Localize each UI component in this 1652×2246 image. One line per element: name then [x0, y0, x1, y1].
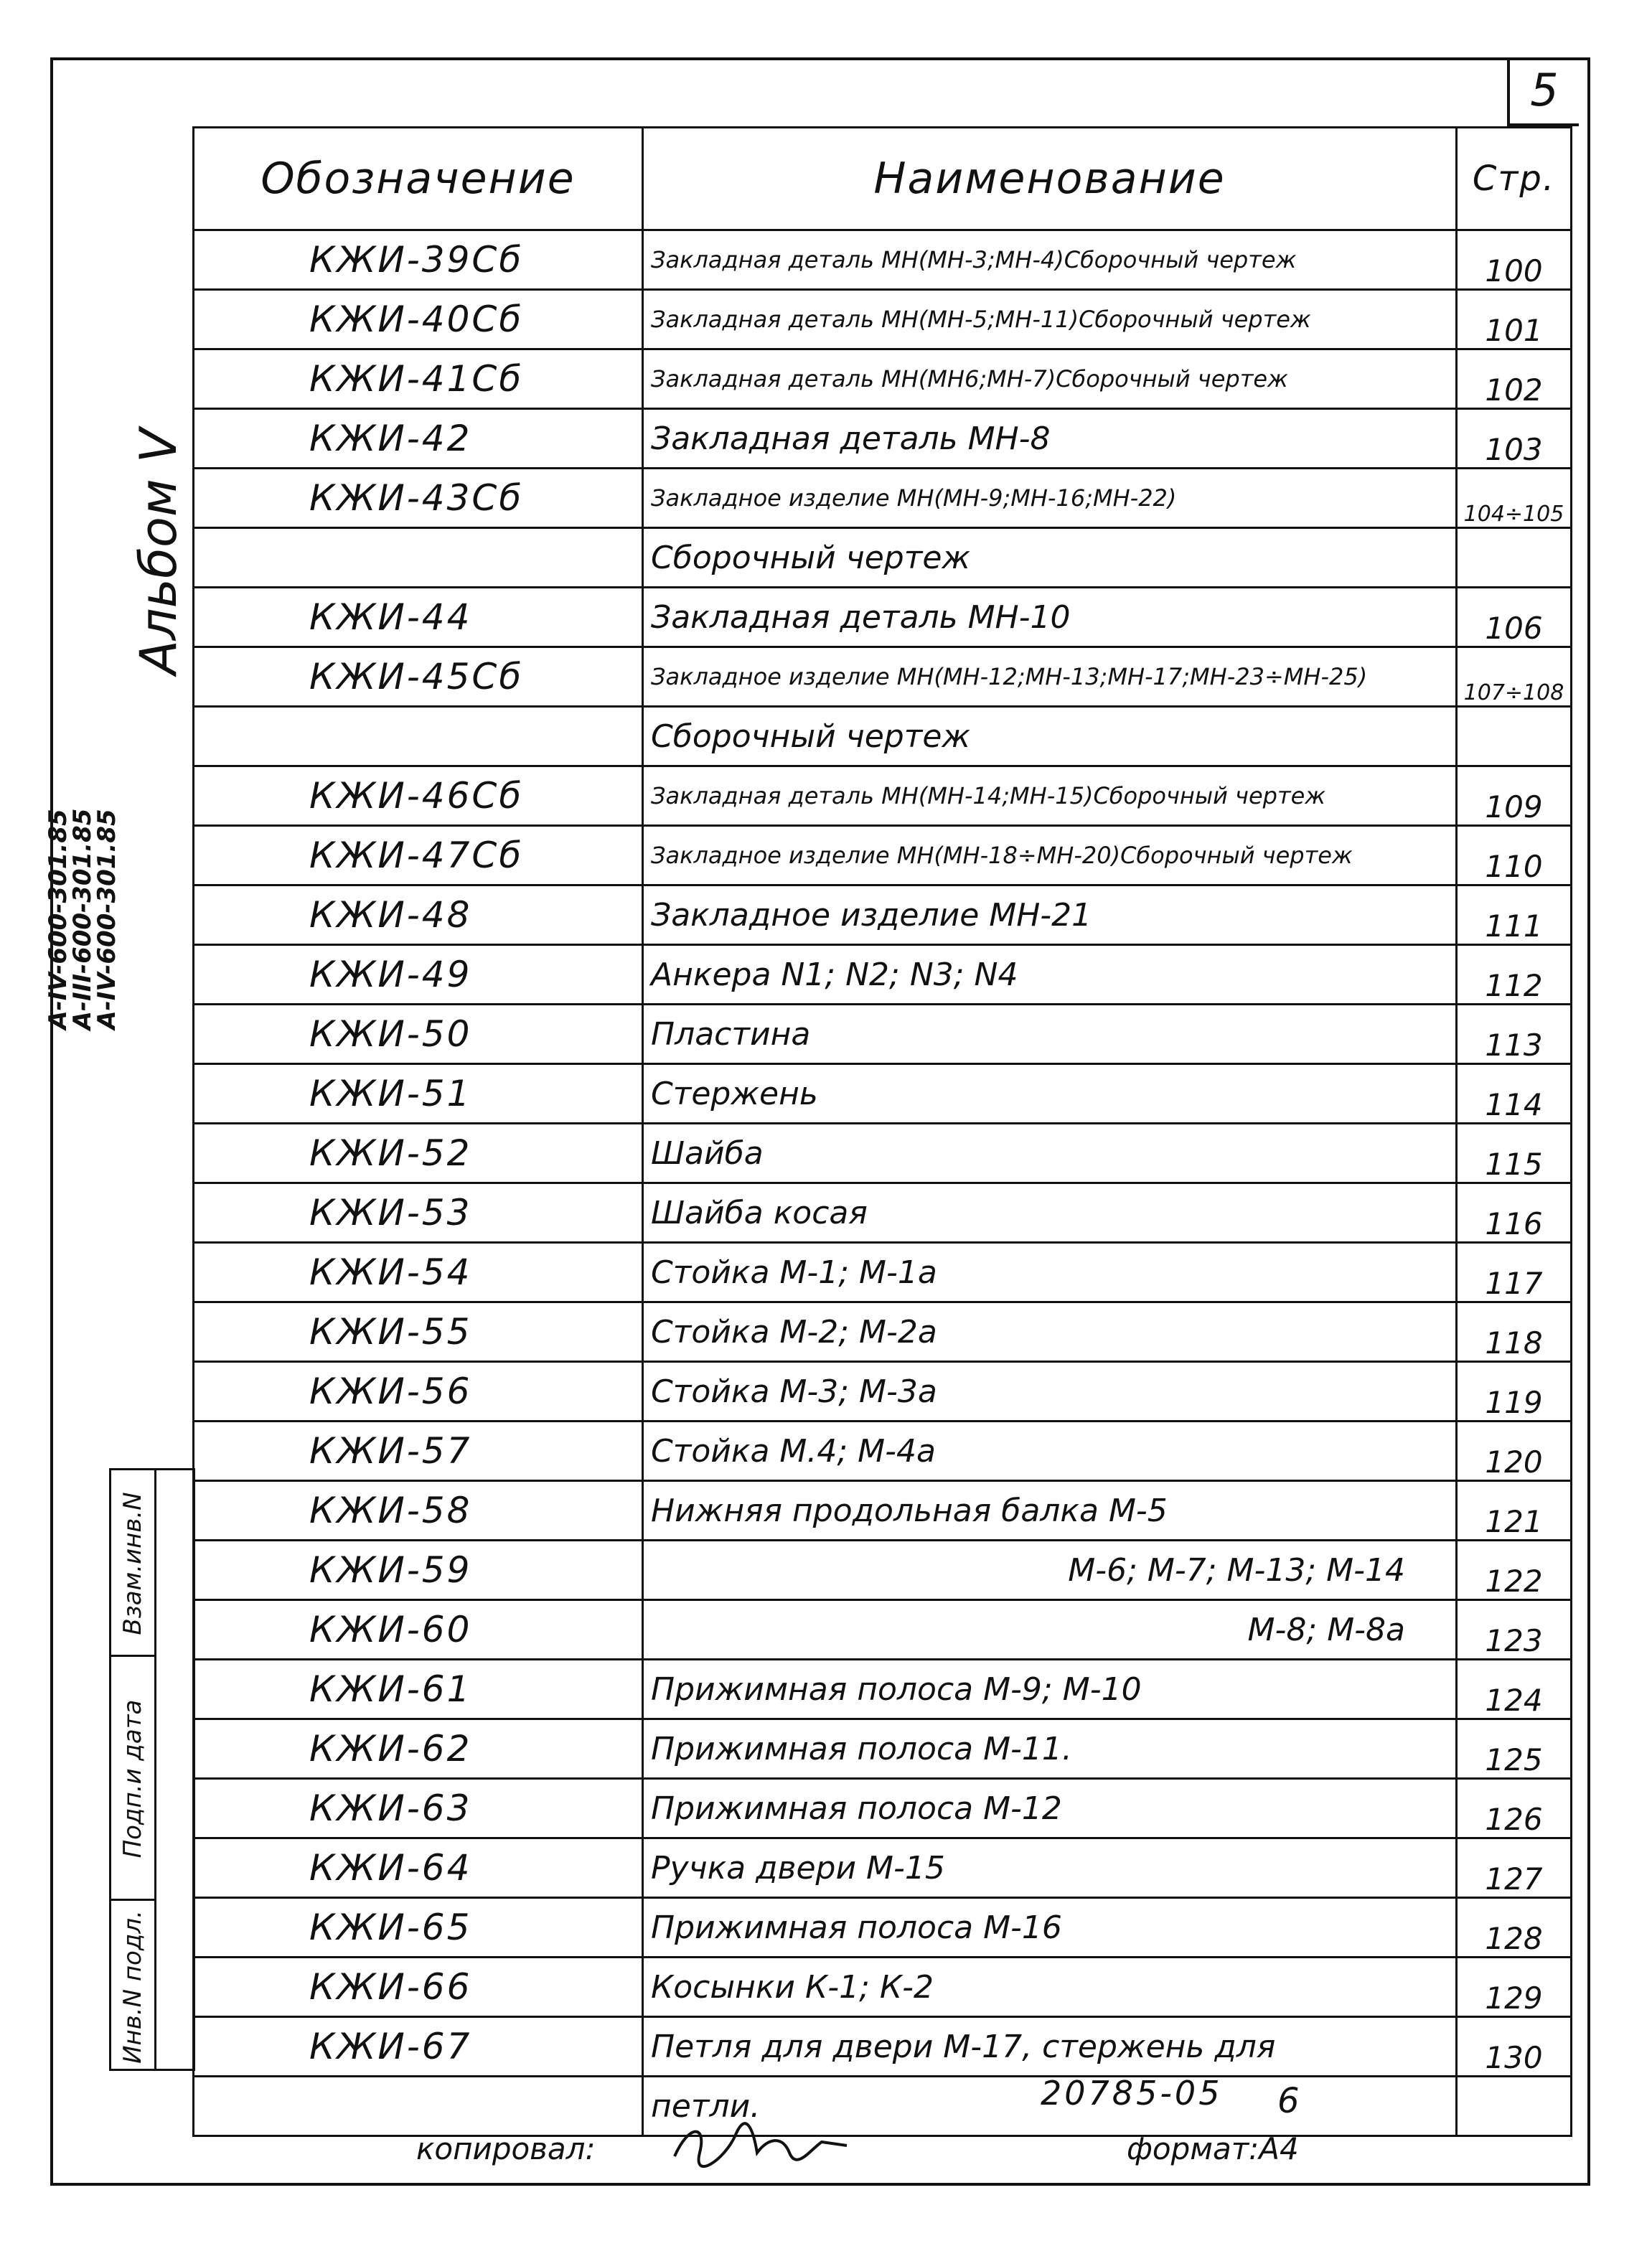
page-number: 5: [1507, 57, 1579, 126]
row-name: Закладное изделие МН(МН-18÷МН-20)Сборочный чертеж: [643, 826, 1457, 885]
table-row: [194, 1719, 1572, 1779]
row-code: КЖИ-41Сб: [194, 349, 643, 409]
table-row: [194, 1362, 1572, 1422]
row-name: Шайба косая: [643, 1183, 1457, 1243]
table-row: [194, 1243, 1572, 1302]
row-page: 128: [1457, 1898, 1572, 1958]
table-row: [194, 1481, 1572, 1541]
table-row: [194, 409, 1572, 469]
row-name: Петля для двери М-17, стержень для: [643, 2017, 1457, 2077]
row-page: 109: [1457, 766, 1572, 826]
row-name: Анкера N1; N2; N3; N4: [643, 945, 1457, 1005]
stamp-cell: [111, 1470, 154, 1657]
row-code: КЖИ-57: [194, 1422, 643, 1481]
table-row: [194, 349, 1572, 409]
document-number: 20785-05: [1041, 2074, 1223, 2113]
table-body: [194, 230, 1572, 2136]
row-name: Стойка М-3; М-3а: [643, 1362, 1457, 1422]
row-name: петли.: [643, 2077, 1457, 2136]
row-page: 125: [1457, 1719, 1572, 1779]
row-page: 104÷105: [1457, 469, 1572, 528]
row-name: Прижимная полоса М-9; М-10: [643, 1660, 1457, 1719]
row-code: КЖИ-46Сб: [194, 766, 643, 826]
row-name: Сборочный чертеж: [643, 707, 1457, 766]
table-row: [194, 766, 1572, 826]
stamp-label-signature: Подп.и дата: [118, 1699, 147, 1859]
stamp-cell: [111, 1657, 154, 1901]
table-row: [194, 2017, 1572, 2077]
row-code: КЖИ-52: [194, 1124, 643, 1183]
contents-table: [192, 126, 1572, 2137]
row-page: 122: [1457, 1541, 1572, 1600]
row-page: 113: [1457, 1005, 1572, 1064]
row-page: 106: [1457, 588, 1572, 647]
row-code: КЖИ-67: [194, 2017, 643, 2077]
table-row: [194, 1422, 1572, 1481]
signature: [667, 2117, 854, 2174]
table-row: [194, 1064, 1572, 1124]
row-page: 101: [1457, 290, 1572, 349]
stamp-cell: [111, 1901, 154, 2073]
table-row: [194, 1183, 1572, 1243]
row-code: [194, 707, 643, 766]
row-page: 123: [1457, 1600, 1572, 1660]
row-page: 124: [1457, 1660, 1572, 1719]
series-codes: [46, 794, 119, 1045]
table-row: [194, 1600, 1572, 1660]
header-name: Наименование: [643, 128, 1457, 230]
table-row: [194, 588, 1572, 647]
row-page: 103: [1457, 409, 1572, 469]
row-page: 118: [1457, 1302, 1572, 1362]
row-name: Прижимная полоса М-11.: [643, 1719, 1457, 1779]
row-name: Стойка М-1; М-1а: [643, 1243, 1457, 1302]
row-page: 120: [1457, 1422, 1572, 1481]
row-name: Закладная деталь МН-8: [643, 409, 1457, 469]
row-name: Закладное изделие МН(МН-12;МН-13;МН-17;МН-23÷МН-25): [643, 647, 1457, 707]
row-code: [194, 528, 643, 588]
table-row: [194, 1005, 1572, 1064]
row-code: [194, 2077, 643, 2136]
table-row: [194, 1838, 1572, 1898]
row-page: 127: [1457, 1838, 1572, 1898]
row-code: КЖИ-54: [194, 1243, 643, 1302]
table-row: [194, 945, 1572, 1005]
table-row: [194, 1660, 1572, 1719]
row-name: Стойка М.4; М-4а: [643, 1422, 1457, 1481]
row-page: [1457, 707, 1572, 766]
row-page: 112: [1457, 945, 1572, 1005]
row-code: КЖИ-65: [194, 1898, 643, 1958]
series-code: А-III-600-301.85: [68, 808, 97, 1030]
row-page: 107÷108: [1457, 647, 1572, 707]
row-code: КЖИ-53: [194, 1183, 643, 1243]
row-code: КЖИ-43Сб: [194, 469, 643, 528]
row-name: Косынки К-1; К-2: [643, 1958, 1457, 2017]
row-name: Прижимная полоса М-16: [643, 1898, 1457, 1958]
row-code: КЖИ-48: [194, 885, 643, 945]
row-code: КЖИ-59: [194, 1541, 643, 1600]
header-page: Стр.: [1457, 128, 1572, 230]
stamp-divider: [154, 1470, 156, 2069]
approval-stamp: [109, 1468, 195, 2071]
table-row: [194, 230, 1572, 290]
row-page: 126: [1457, 1779, 1572, 1838]
row-code: КЖИ-64: [194, 1838, 643, 1898]
table-row: [194, 885, 1572, 945]
row-page: 110: [1457, 826, 1572, 885]
table-row: [194, 1898, 1572, 1958]
row-page: 102: [1457, 349, 1572, 409]
row-name: Закладная деталь МН-10: [643, 588, 1457, 647]
row-name: Стержень: [643, 1064, 1457, 1124]
row-page: 129: [1457, 1958, 1572, 2017]
row-name: М-8; М-8а: [643, 1600, 1457, 1660]
row-page: [1457, 2077, 1572, 2136]
table-row: [194, 528, 1572, 588]
row-name: Закладная деталь МН(МН6;МН-7)Сборочный чертеж: [643, 349, 1457, 409]
table-row: [194, 1779, 1572, 1838]
row-code: КЖИ-66: [194, 1958, 643, 2017]
row-page: 115: [1457, 1124, 1572, 1183]
row-code: КЖИ-61: [194, 1660, 643, 1719]
table-row: [194, 1541, 1572, 1600]
copied-by-label: копировал:: [416, 2131, 596, 2166]
row-name: Стойка М-2; М-2а: [643, 1302, 1457, 1362]
row-name: Нижняя продольная балка М-5: [643, 1481, 1457, 1541]
table-row: [194, 290, 1572, 349]
row-page: 121: [1457, 1481, 1572, 1541]
row-page: 119: [1457, 1362, 1572, 1422]
row-code: КЖИ-58: [194, 1481, 643, 1541]
row-page: 130: [1457, 2017, 1572, 2077]
row-page: 100: [1457, 230, 1572, 290]
row-name: Прижимная полоса М-12: [643, 1779, 1457, 1838]
table-row: [194, 826, 1572, 885]
row-name: Закладная деталь МН(МН-14;МН-15)Сборочный чертеж: [643, 766, 1457, 826]
row-name: Шайба: [643, 1124, 1457, 1183]
row-name: Сборочный чертеж: [643, 528, 1457, 588]
sheet-number: 6: [1277, 2081, 1300, 2121]
row-name: М-6; М-7; М-13; М-14: [643, 1541, 1457, 1600]
table-header-row: [194, 128, 1572, 230]
table-row: [194, 2077, 1572, 2136]
album-label: Альбом V: [129, 428, 188, 675]
stamp-label-replacement: Взам.инв.N: [118, 1492, 147, 1635]
row-code: КЖИ-55: [194, 1302, 643, 1362]
row-page: 116: [1457, 1183, 1572, 1243]
row-code: КЖИ-45Сб: [194, 647, 643, 707]
format-label: формат:А4: [1127, 2131, 1299, 2166]
row-code: КЖИ-44: [194, 588, 643, 647]
row-code: КЖИ-51: [194, 1064, 643, 1124]
row-code: КЖИ-50: [194, 1005, 643, 1064]
row-page: 111: [1457, 885, 1572, 945]
row-name: Ручка двери М-15: [643, 1838, 1457, 1898]
series-code: А-IV-600-301.85: [93, 809, 121, 1030]
row-code: КЖИ-49: [194, 945, 643, 1005]
row-name: Закладная деталь МН(МН-3;МН-4)Сборочный чертеж: [643, 230, 1457, 290]
row-page: 117: [1457, 1243, 1572, 1302]
row-code: КЖИ-40Сб: [194, 290, 643, 349]
table-row: [194, 647, 1572, 707]
table-row: [194, 707, 1572, 766]
row-code: КЖИ-39Сб: [194, 230, 643, 290]
row-code: КЖИ-60: [194, 1600, 643, 1660]
row-page: [1457, 528, 1572, 588]
row-page: 114: [1457, 1064, 1572, 1124]
row-code: КЖИ-62: [194, 1719, 643, 1779]
row-name: Пластина: [643, 1005, 1457, 1064]
row-name: Закладная деталь МН(МН-5;МН-11)Сборочный чертеж: [643, 290, 1457, 349]
header-code: Обозначение: [194, 128, 643, 230]
table-row: [194, 469, 1572, 528]
table-row: [194, 1124, 1572, 1183]
row-name: Закладное изделие МН-21: [643, 885, 1457, 945]
row-name: Закладное изделие МН(МН-9;МН-16;МН-22): [643, 469, 1457, 528]
stamp-label-inventory: Инв.N подл.: [118, 1910, 147, 2064]
row-code: КЖИ-47Сб: [194, 826, 643, 885]
series-code: А-IV-600-301.85: [44, 809, 72, 1030]
table-row: [194, 1302, 1572, 1362]
row-code: КЖИ-56: [194, 1362, 643, 1422]
row-code: КЖИ-42: [194, 409, 643, 469]
row-code: КЖИ-63: [194, 1779, 643, 1838]
table-row: [194, 1958, 1572, 2017]
